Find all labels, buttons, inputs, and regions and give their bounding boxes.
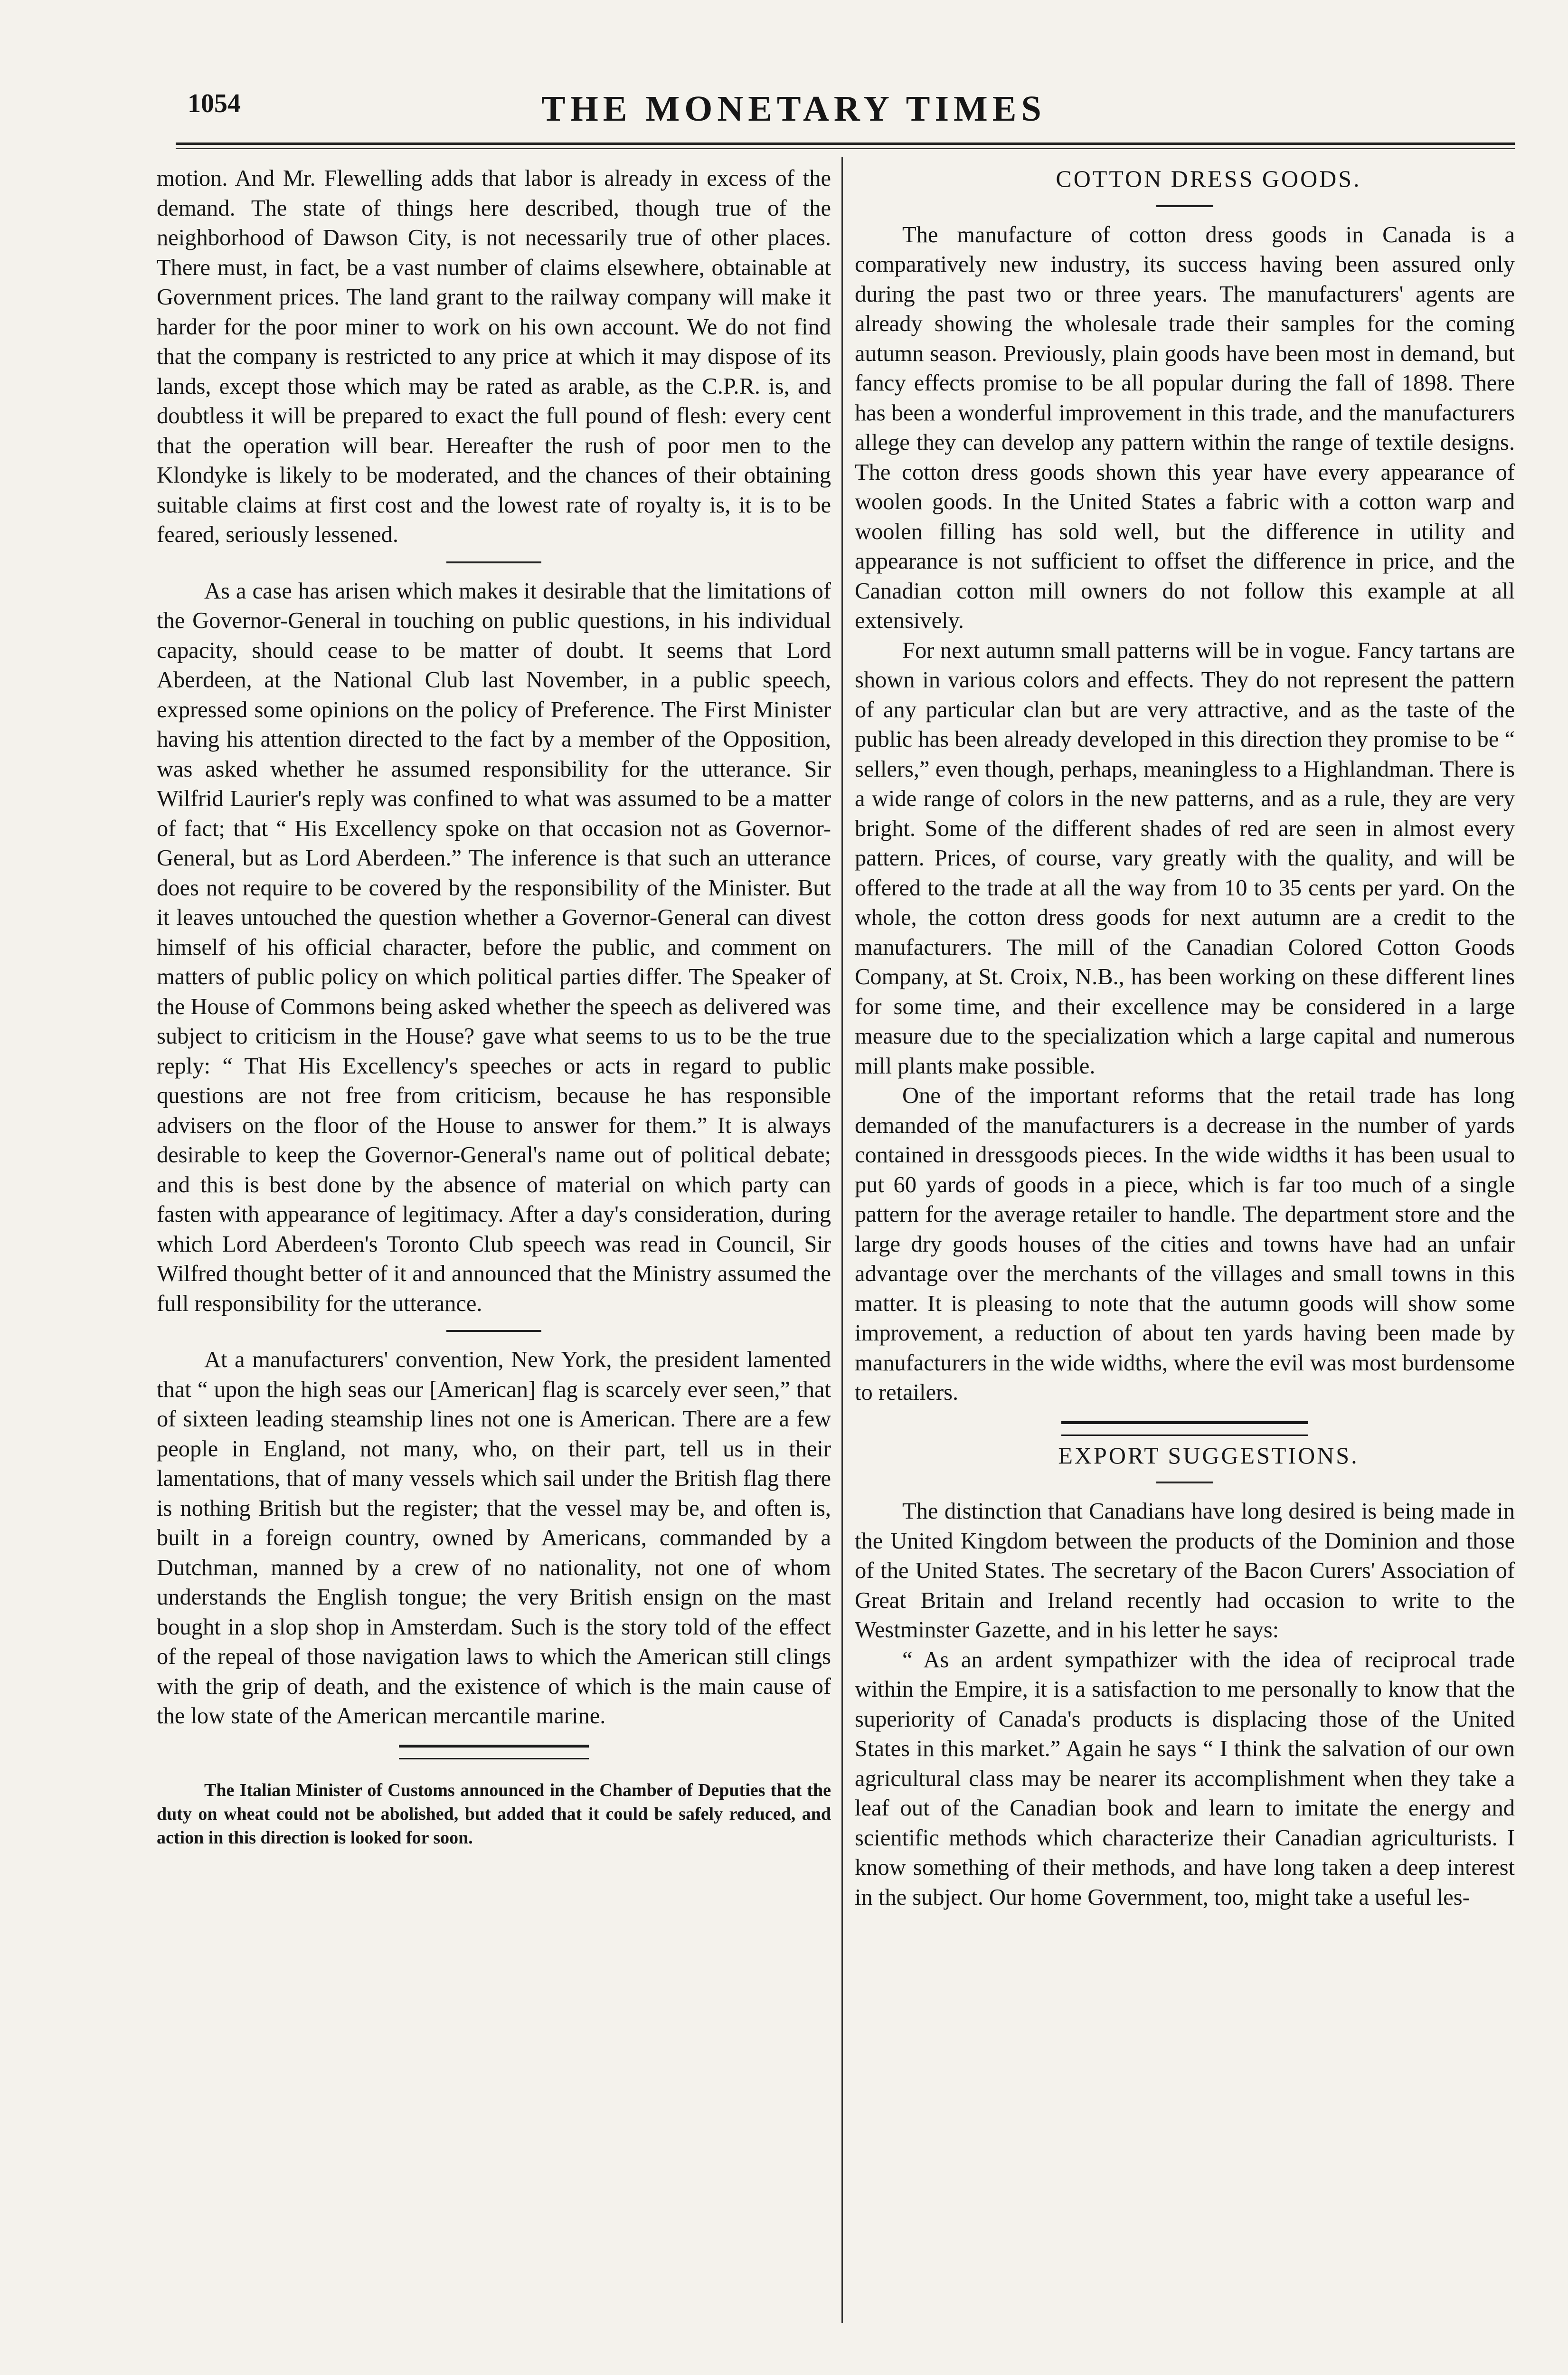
header-rule	[176, 142, 1515, 145]
heading-rule	[1156, 1482, 1213, 1483]
masthead: THE MONETARY TIMES	[541, 89, 1046, 129]
end-rule	[399, 1745, 589, 1759]
section-heading: COTTON DRESS GOODS.	[1056, 165, 1361, 192]
article-paragraph: The distinction that Canadians have long desired is being made in the United Kingdom between the products of the Dominion and those of the United States. The secretary of the Bacon Curers' Association of Great Britain and Ireland recently had occasion to write to the Westminster Gazette, and in his letter he says:	[855, 1499, 1515, 1643]
header-rule-thin	[176, 148, 1515, 149]
section-separator	[446, 561, 541, 563]
heading-rule	[1156, 205, 1213, 207]
article-paragraph: motion. And Mr. Flewelling adds that labor is already in excess of the demand. The state of things here described, though true of the neighborhood of Dawson City, is not necessarily true of other places. There must, in fact, be a vast number of claims elsewhere, obtainable at Government prices. The land grant to the railway company will make it harder for the poor miner to work on his own account. We do not find that the company is restricted to any price at which it may dispose of its lands, except those which may be rated as arable, as the C.P.R. is, and doubtless it will be prepared to exact the full pound of flesh: every cent that the operation will bear. Hereafter the rush of poor men to the Klondyke is likely to be moderated, and the chances of their obtaining suitable claims at first cost and the lowest rate of royalty is, it is to be feared, seriously lessened.	[157, 166, 831, 547]
article-paragraph: “ As an ardent sympathizer with the idea of reciprocal trade within the Empire, it is a satisfaction to me personally to know that the superiority of Canada's products is displacing those of the United States in this market.” Again he says “ I think the salvation of our own agricultural class may be nearer its accomplishment when they take a leaf out of the Canadian book and learn to imitate the energy and scientific methods which characterize their Canadian agriculturists. I know something of their methods, and have long taken a deep interest in the subject. Our home Government, too, might take a useful les-	[855, 1647, 1515, 1910]
article-paragraph: One of the important reforms that the retail trade has long demanded of the manufacturers is a decrease in the number of yards contained in dressgoods pieces. In the wide widths it has been usual to put 60 yards of goods in a piece, which is far too much of a single pattern for the average retailer to handle. The department store and the large dry goods houses of the cities and towns have had an unfair advantage over the merchants of the villages and small towns in this matter. It is pleasing to note that the autumn goods will show some improvement, a reduction of about ten yards having been made by manufacturers in the wide widths, where the evil was most burdensome to retailers.	[855, 1083, 1515, 1405]
article-paragraph: The manufacture of cotton dress goods in Canada is a comparatively new industry, its success having been assured only during the past two or three years. The manufacturers' agents are already showing the wholesale trade their samples for the coming autumn season. Previously, plain goods have been most in demand, but fancy effects promise to be all popular during the fall of 1898. There has been a wonderful improvement in this trade, and the manufacturers allege they can develop any pattern within the range of textile designs. The cotton dress goods shown this year have every appearance of woolen goods. In the United States a fabric with a cotton warp and woolen filling has sold well, but the difference in utility and appearance is not sufficient to offset the difference in price, and the Canadian cotton mill owners do not follow this example at all extensively.	[855, 222, 1515, 633]
page-number: 1054	[188, 89, 241, 118]
right-column	[855, 164, 1515, 1912]
left-column	[157, 164, 831, 1850]
column-divider	[841, 157, 843, 2323]
article-paragraph: At a manufacturers' convention, New York, the president lamented that “ upon the high seas our [American] flag is scarcely ever seen,” that of sixteen leading steamship lines not one is American. There are a few people in England, not many, who, on their part, tell us in their lamentations, that of many vessels which sail under the British flag there is nothing British but the register; that the vessel may be, and often is, built in a foreign country, owned by Americans, commanded by a Dutchman, manned by a crew of no nationality, not one of whom understands the English tongue; the very British ensign on the mast bought in a slop shop in Amsterdam. Such is the story told of the effect of the repeal of those navigation laws to which the American still clings with the grip of death, and the existence of which is the main cause of the low state of the American mercantile marine.	[157, 1347, 831, 1729]
news-note: The Italian Minister of Customs announced in the Chamber of Deputies that the duty on wheat could not be abolished, but added that it could be safely reduced, and action in this direction is looked for soon.	[157, 1780, 831, 1848]
section-separator	[446, 1330, 541, 1332]
article-paragraph: For next autumn small patterns will be in vogue. Fancy tartans are shown in various colors and effects. They do not represent the pattern of any particular clan but are very attractive, and as the taste of the public has been already developed in this direction they promise to be “ sellers,” even though, perhaps, meaningless to a Highlandman. There is a wide range of colors in the new patterns, and as a rule, they are very bright. Some of the different shades of red are seen in almost every pattern. Prices, of course, vary greatly with the quality, and will be offered to the trade at all the way from 10 to 35 cents per yard. On the whole, the cotton dress goods for next autumn are a credit to the manufacturers. The mill of the Canadian Colored Cotton Goods Company, at St. Croix, N.B., has been working on these different lines for some time, and their excellence may be considered in a large measure due to the specialization which a large capital and numerous mill plants make possible.	[855, 637, 1515, 1079]
section-heading: EXPORT SUGGESTIONS.	[1058, 1442, 1359, 1469]
section-double-rule	[1061, 1421, 1308, 1436]
article-paragraph: As a case has arisen which makes it desirable that the limitations of the Governor-General in touching on public questions, in his individual capacity, should cease to be matter of doubt. It seems that Lord Aberdeen, at the National Club last November, in a public speech, expressed some opinions on the policy of Preference. The First Minister having his attention directed to the fact by a member of the Opposition, was asked whether he assumed responsibility for the utterance. Sir Wilfrid Laurier's reply was confined to what was assumed to be a matter of fact; that “ His Excellency spoke on that occasion not as Governor-General, but as Lord Aberdeen.” The inference is that such an utterance does not require to be covered by the responsibility of the Minister. But it leaves untouched the question whether a Governor-General can divest himself of his official character, before the public, and comment on matters of public policy on which political parties differ. The Speaker of the House of Commons being asked whether the speech as delivered was subject to criticism in the House? gave what seems to us to be the true reply: “ That His Excellency's speeches or acts in regard to public questions are not free from criticism, because he has responsible advisers on the floor of the House to answer for them.” It is always desirable to keep the Governor-General's name out of political debate; and this is best done by the absence of material on which party can fasten with appearance of legitimacy. After a day's consideration, during which Lord Aberdeen's Toronto Club speech was read in Council, Sir Wilfred thought better of it and announced that the Ministry assumed the full responsibility for the utterance.	[157, 578, 831, 1316]
